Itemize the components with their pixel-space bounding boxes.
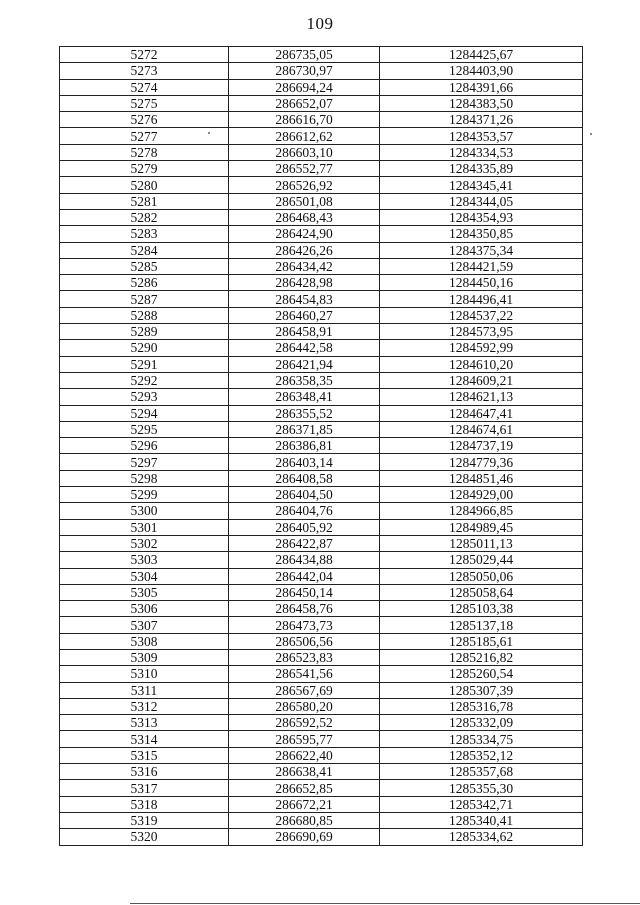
table-row bbox=[60, 617, 583, 633]
y-coordinate-cell: 1284371,26 bbox=[380, 112, 583, 128]
y-coordinate-cell: 1284537,22 bbox=[380, 307, 583, 323]
x-coordinate-cell: 286442,04 bbox=[229, 568, 380, 584]
x-coordinate-cell: 286424,90 bbox=[229, 226, 380, 242]
x-coordinate-cell: 286652,85 bbox=[229, 780, 380, 796]
point-number-cell: 5293 bbox=[60, 389, 229, 405]
x-coordinate-cell: 286694,24 bbox=[229, 79, 380, 95]
x-coordinate-cell: 286638,41 bbox=[229, 764, 380, 780]
x-coordinate-cell: 286501,08 bbox=[229, 193, 380, 209]
table-row bbox=[60, 63, 583, 79]
x-coordinate-cell: 286428,98 bbox=[229, 275, 380, 291]
x-coordinate-cell: 286468,43 bbox=[229, 209, 380, 225]
x-coordinate-cell: 286592,52 bbox=[229, 715, 380, 731]
x-coordinate-cell: 286460,27 bbox=[229, 307, 380, 323]
table-row bbox=[60, 193, 583, 209]
table-row bbox=[60, 275, 583, 291]
y-coordinate-cell: 1284334,53 bbox=[380, 144, 583, 160]
point-number-cell: 5285 bbox=[60, 258, 229, 274]
table-row bbox=[60, 79, 583, 95]
y-coordinate-cell: 1285137,18 bbox=[380, 617, 583, 633]
x-coordinate-cell: 286603,10 bbox=[229, 144, 380, 160]
point-number-cell: 5317 bbox=[60, 780, 229, 796]
x-coordinate-cell: 286454,83 bbox=[229, 291, 380, 307]
y-coordinate-cell: 1285316,78 bbox=[380, 698, 583, 714]
point-number-cell: 5280 bbox=[60, 177, 229, 193]
point-number-cell: 5308 bbox=[60, 633, 229, 649]
table-row bbox=[60, 829, 583, 845]
y-coordinate-cell: 1285103,38 bbox=[380, 601, 583, 617]
y-coordinate-cell: 1285355,30 bbox=[380, 780, 583, 796]
x-coordinate-cell: 286652,07 bbox=[229, 95, 380, 111]
x-coordinate-cell: 286580,20 bbox=[229, 698, 380, 714]
table-row bbox=[60, 682, 583, 698]
scan-edge-line bbox=[130, 903, 640, 904]
point-number-cell: 5307 bbox=[60, 617, 229, 633]
point-number-cell: 5320 bbox=[60, 829, 229, 845]
x-coordinate-cell: 286612,62 bbox=[229, 128, 380, 144]
table-row bbox=[60, 698, 583, 714]
y-coordinate-cell: 1285334,62 bbox=[380, 829, 583, 845]
table-row bbox=[60, 764, 583, 780]
table-row bbox=[60, 519, 583, 535]
y-coordinate-cell: 1284391,66 bbox=[380, 79, 583, 95]
y-coordinate-cell: 1284851,46 bbox=[380, 470, 583, 486]
table-row bbox=[60, 389, 583, 405]
x-coordinate-cell: 286595,77 bbox=[229, 731, 380, 747]
y-coordinate-cell: 1285307,39 bbox=[380, 682, 583, 698]
y-coordinate-cell: 1285216,82 bbox=[380, 649, 583, 665]
table-row bbox=[60, 307, 583, 323]
x-coordinate-cell: 286442,58 bbox=[229, 340, 380, 356]
table-row bbox=[60, 95, 583, 111]
y-coordinate-cell: 1284353,57 bbox=[380, 128, 583, 144]
point-number-cell: 5287 bbox=[60, 291, 229, 307]
x-coordinate-cell: 286680,85 bbox=[229, 812, 380, 828]
y-coordinate-cell: 1285340,41 bbox=[380, 812, 583, 828]
point-number-cell: 5278 bbox=[60, 144, 229, 160]
y-coordinate-cell: 1284674,61 bbox=[380, 421, 583, 437]
point-number-cell: 5311 bbox=[60, 682, 229, 698]
y-coordinate-cell: 1284966,85 bbox=[380, 503, 583, 519]
x-coordinate-cell: 286473,73 bbox=[229, 617, 380, 633]
x-coordinate-cell: 286386,81 bbox=[229, 438, 380, 454]
x-coordinate-cell: 286672,21 bbox=[229, 796, 380, 812]
table-row bbox=[60, 731, 583, 747]
x-coordinate-cell: 286526,92 bbox=[229, 177, 380, 193]
table-row bbox=[60, 161, 583, 177]
point-number-cell: 5312 bbox=[60, 698, 229, 714]
x-coordinate-cell: 286616,70 bbox=[229, 112, 380, 128]
point-number-cell: 5275 bbox=[60, 95, 229, 111]
y-coordinate-cell: 1284335,89 bbox=[380, 161, 583, 177]
point-number-cell: 5292 bbox=[60, 372, 229, 388]
x-coordinate-cell: 286426,26 bbox=[229, 242, 380, 258]
x-coordinate-cell: 286730,97 bbox=[229, 63, 380, 79]
y-coordinate-cell: 1285334,75 bbox=[380, 731, 583, 747]
point-number-cell: 5290 bbox=[60, 340, 229, 356]
table-row bbox=[60, 372, 583, 388]
table-row bbox=[60, 503, 583, 519]
point-number-cell: 5314 bbox=[60, 731, 229, 747]
point-number-cell: 5274 bbox=[60, 79, 229, 95]
x-coordinate-cell: 286421,94 bbox=[229, 356, 380, 372]
y-coordinate-cell: 1284344,05 bbox=[380, 193, 583, 209]
x-coordinate-cell: 286404,76 bbox=[229, 503, 380, 519]
point-number-cell: 5297 bbox=[60, 454, 229, 470]
point-number-cell: 5284 bbox=[60, 242, 229, 258]
x-coordinate-cell: 286434,42 bbox=[229, 258, 380, 274]
point-number-cell: 5313 bbox=[60, 715, 229, 731]
point-number-cell: 5303 bbox=[60, 552, 229, 568]
table-row bbox=[60, 356, 583, 372]
y-coordinate-cell: 1284609,21 bbox=[380, 372, 583, 388]
point-number-cell: 5291 bbox=[60, 356, 229, 372]
y-coordinate-cell: 1284350,85 bbox=[380, 226, 583, 242]
y-coordinate-cell: 1285342,71 bbox=[380, 796, 583, 812]
table-row bbox=[60, 421, 583, 437]
y-coordinate-cell: 1284450,16 bbox=[380, 275, 583, 291]
y-coordinate-cell: 1285050,06 bbox=[380, 568, 583, 584]
y-coordinate-cell: 1284375,34 bbox=[380, 242, 583, 258]
table-row bbox=[60, 242, 583, 258]
table-row bbox=[60, 812, 583, 828]
y-coordinate-cell: 1284929,00 bbox=[380, 487, 583, 503]
table-row bbox=[60, 454, 583, 470]
table-row bbox=[60, 666, 583, 682]
point-number-cell: 5319 bbox=[60, 812, 229, 828]
y-coordinate-cell: 1285352,12 bbox=[380, 747, 583, 763]
point-number-cell: 5273 bbox=[60, 63, 229, 79]
table-row bbox=[60, 324, 583, 340]
y-coordinate-cell: 1284621,13 bbox=[380, 389, 583, 405]
x-coordinate-cell: 286735,05 bbox=[229, 47, 380, 63]
point-number-cell: 5302 bbox=[60, 535, 229, 551]
x-coordinate-cell: 286355,52 bbox=[229, 405, 380, 421]
table-row bbox=[60, 747, 583, 763]
y-coordinate-cell: 1284737,19 bbox=[380, 438, 583, 454]
y-coordinate-cell: 1284496,41 bbox=[380, 291, 583, 307]
table-row bbox=[60, 47, 583, 63]
table-row bbox=[60, 112, 583, 128]
x-coordinate-cell: 286622,40 bbox=[229, 747, 380, 763]
point-number-cell: 5283 bbox=[60, 226, 229, 242]
point-number-cell: 5305 bbox=[60, 584, 229, 600]
table-row bbox=[60, 209, 583, 225]
table-row bbox=[60, 128, 583, 144]
point-number-cell: 5294 bbox=[60, 405, 229, 421]
point-number-cell: 5309 bbox=[60, 649, 229, 665]
x-coordinate-cell: 286405,92 bbox=[229, 519, 380, 535]
x-coordinate-cell: 286552,77 bbox=[229, 161, 380, 177]
x-coordinate-cell: 286358,35 bbox=[229, 372, 380, 388]
table-row bbox=[60, 796, 583, 812]
point-number-cell: 5276 bbox=[60, 112, 229, 128]
point-number-cell: 5281 bbox=[60, 193, 229, 209]
x-coordinate-cell: 286404,50 bbox=[229, 487, 380, 503]
point-number-cell: 5295 bbox=[60, 421, 229, 437]
x-coordinate-cell: 286567,69 bbox=[229, 682, 380, 698]
x-coordinate-cell: 286422,87 bbox=[229, 535, 380, 551]
x-coordinate-cell: 286408,58 bbox=[229, 470, 380, 486]
point-number-cell: 5272 bbox=[60, 47, 229, 63]
table-row bbox=[60, 715, 583, 731]
table-row bbox=[60, 633, 583, 649]
table-row bbox=[60, 405, 583, 421]
y-coordinate-cell: 1284345,41 bbox=[380, 177, 583, 193]
point-number-cell: 5304 bbox=[60, 568, 229, 584]
x-coordinate-cell: 286506,56 bbox=[229, 633, 380, 649]
x-coordinate-cell: 286403,14 bbox=[229, 454, 380, 470]
y-coordinate-cell: 1284403,90 bbox=[380, 63, 583, 79]
y-coordinate-cell: 1284610,20 bbox=[380, 356, 583, 372]
x-coordinate-cell: 286371,85 bbox=[229, 421, 380, 437]
y-coordinate-cell: 1285058,64 bbox=[380, 584, 583, 600]
table-row bbox=[60, 601, 583, 617]
table-row bbox=[60, 487, 583, 503]
point-number-cell: 5288 bbox=[60, 307, 229, 323]
x-coordinate-cell: 286541,56 bbox=[229, 666, 380, 682]
point-number-cell: 5279 bbox=[60, 161, 229, 177]
x-coordinate-cell: 286458,76 bbox=[229, 601, 380, 617]
y-coordinate-cell: 1285357,68 bbox=[380, 764, 583, 780]
scan-speck bbox=[208, 132, 210, 134]
y-coordinate-cell: 1285029,44 bbox=[380, 552, 583, 568]
y-coordinate-cell: 1284592,99 bbox=[380, 340, 583, 356]
y-coordinate-cell: 1284573,95 bbox=[380, 324, 583, 340]
x-coordinate-cell: 286348,41 bbox=[229, 389, 380, 405]
x-coordinate-cell: 286458,91 bbox=[229, 324, 380, 340]
table-row bbox=[60, 226, 583, 242]
point-number-cell: 5296 bbox=[60, 438, 229, 454]
y-coordinate-cell: 1284779,36 bbox=[380, 454, 583, 470]
point-number-cell: 5277 bbox=[60, 128, 229, 144]
table-row bbox=[60, 780, 583, 796]
point-number-cell: 5306 bbox=[60, 601, 229, 617]
table-row bbox=[60, 340, 583, 356]
x-coordinate-cell: 286523,83 bbox=[229, 649, 380, 665]
y-coordinate-cell: 1285260,54 bbox=[380, 666, 583, 682]
point-number-cell: 5316 bbox=[60, 764, 229, 780]
table-row bbox=[60, 535, 583, 551]
table-row bbox=[60, 584, 583, 600]
table-row bbox=[60, 552, 583, 568]
table-row bbox=[60, 649, 583, 665]
point-number-cell: 5299 bbox=[60, 487, 229, 503]
point-number-cell: 5300 bbox=[60, 503, 229, 519]
y-coordinate-cell: 1284383,50 bbox=[380, 95, 583, 111]
point-number-cell: 5282 bbox=[60, 209, 229, 225]
table-row bbox=[60, 568, 583, 584]
point-number-cell: 5318 bbox=[60, 796, 229, 812]
x-coordinate-cell: 286450,14 bbox=[229, 584, 380, 600]
y-coordinate-cell: 1284421,59 bbox=[380, 258, 583, 274]
table-row bbox=[60, 258, 583, 274]
point-number-cell: 5286 bbox=[60, 275, 229, 291]
y-coordinate-cell: 1285185,61 bbox=[380, 633, 583, 649]
coordinates-table-body bbox=[60, 47, 583, 846]
point-number-cell: 5289 bbox=[60, 324, 229, 340]
page-number: 109 bbox=[306, 14, 334, 33]
point-number-cell: 5298 bbox=[60, 470, 229, 486]
y-coordinate-cell: 1284647,41 bbox=[380, 405, 583, 421]
coordinates-table bbox=[59, 46, 583, 846]
point-number-cell: 5315 bbox=[60, 747, 229, 763]
x-coordinate-cell: 286690,69 bbox=[229, 829, 380, 845]
table-row bbox=[60, 177, 583, 193]
table-row bbox=[60, 438, 583, 454]
y-coordinate-cell: 1285011,13 bbox=[380, 535, 583, 551]
point-number-cell: 5310 bbox=[60, 666, 229, 682]
table-row bbox=[60, 291, 583, 307]
y-coordinate-cell: 1284354,93 bbox=[380, 209, 583, 225]
y-coordinate-cell: 1285332,09 bbox=[380, 715, 583, 731]
scan-speck bbox=[590, 133, 592, 135]
y-coordinate-cell: 1284425,67 bbox=[380, 47, 583, 63]
point-number-cell: 5301 bbox=[60, 519, 229, 535]
table-row bbox=[60, 470, 583, 486]
y-coordinate-cell: 1284989,45 bbox=[380, 519, 583, 535]
x-coordinate-cell: 286434,88 bbox=[229, 552, 380, 568]
table-row bbox=[60, 144, 583, 160]
